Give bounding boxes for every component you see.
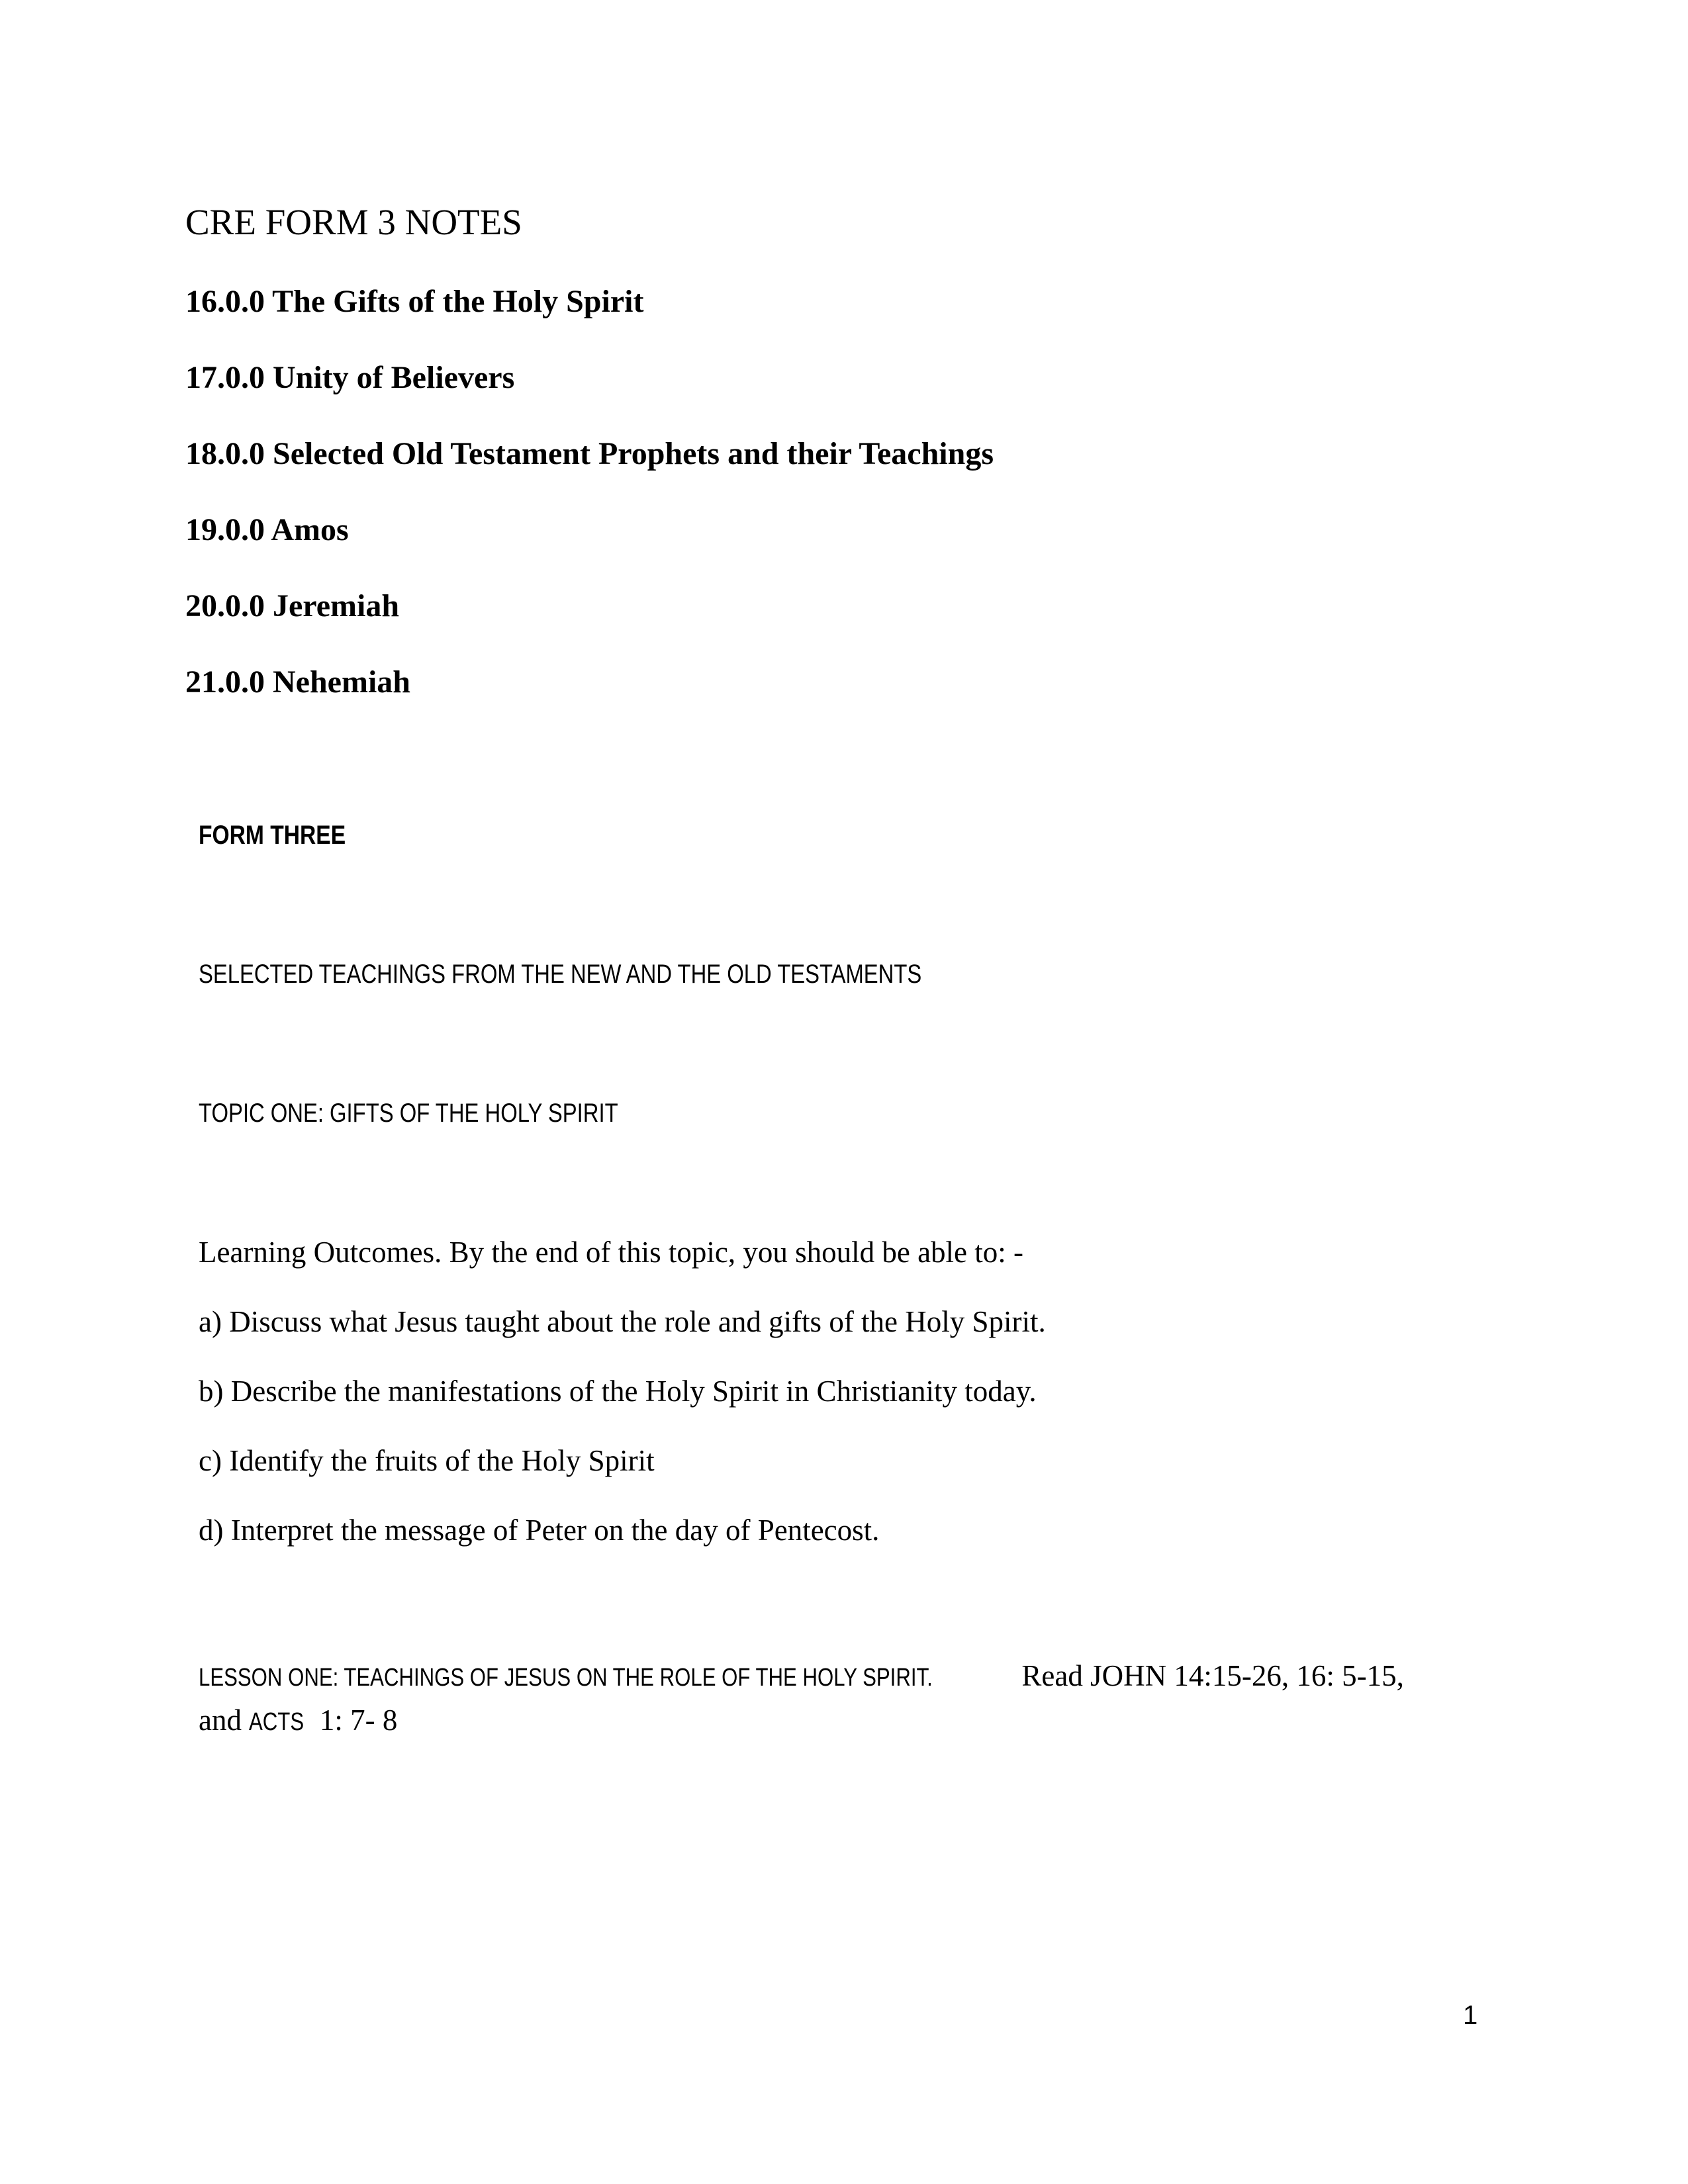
toc-item-jeremiah: 20.0.0 Jeremiah: [185, 588, 400, 623]
section-heading: SELECTED TEACHINGS FROM THE NEW AND THE OLD TESTAMENTS: [199, 960, 922, 989]
learning-outcome-item: c) Identify the fruits of the Holy Spirit: [199, 1444, 655, 1477]
toc-item-amos: 19.0.0 Amos: [185, 512, 349, 547]
lesson-heading: LESSON ONE: TEACHINGS OF JESUS ON THE ROLE OF THE HOLY SPIRIT.: [199, 1664, 933, 1692]
lesson-reading-john: Read JOHN 14:15-26, 16: 5-15,: [1021, 1659, 1404, 1692]
toc-item-nehemiah: 21.0.0 Nehemiah: [185, 664, 410, 700]
toc-item-unity-of-believers: 17.0.0 Unity of Believers: [185, 360, 515, 395]
toc-item-gifts-of-holy-spirit: 16.0.0 The Gifts of the Holy Spirit: [185, 284, 644, 319]
document-title: CRE FORM 3 NOTES: [185, 202, 522, 242]
page-number: 1: [1463, 2001, 1478, 2030]
learning-outcome-item: d) Interpret the message of Peter on the day of Pentecost.: [199, 1514, 880, 1547]
learning-outcome-item: b) Describe the manifestations of the Holy Spirit in Christianity today.: [199, 1375, 1037, 1408]
lesson-reading-acts-verses: 1: 7- 8: [319, 1704, 398, 1737]
lesson-reading-acts: ACTS: [249, 1708, 305, 1736]
form-heading: FORM THREE: [199, 821, 346, 850]
toc-item-selected-prophets: 18.0.0 Selected Old Testament Prophets and their Teachings: [185, 436, 994, 471]
learning-outcome-item: a) Discuss what Jesus taught about the role and gifts of the Holy Spirit.: [199, 1305, 1046, 1338]
learning-outcomes-intro: Learning Outcomes. By the end of this topic, you should be able to: -: [199, 1236, 1024, 1269]
topic-heading: TOPIC ONE: GIFTS OF THE HOLY SPIRIT: [199, 1099, 618, 1128]
lesson-one-paragraph: [199, 1655, 1456, 1743]
lesson-reading-and: and: [199, 1704, 242, 1737]
